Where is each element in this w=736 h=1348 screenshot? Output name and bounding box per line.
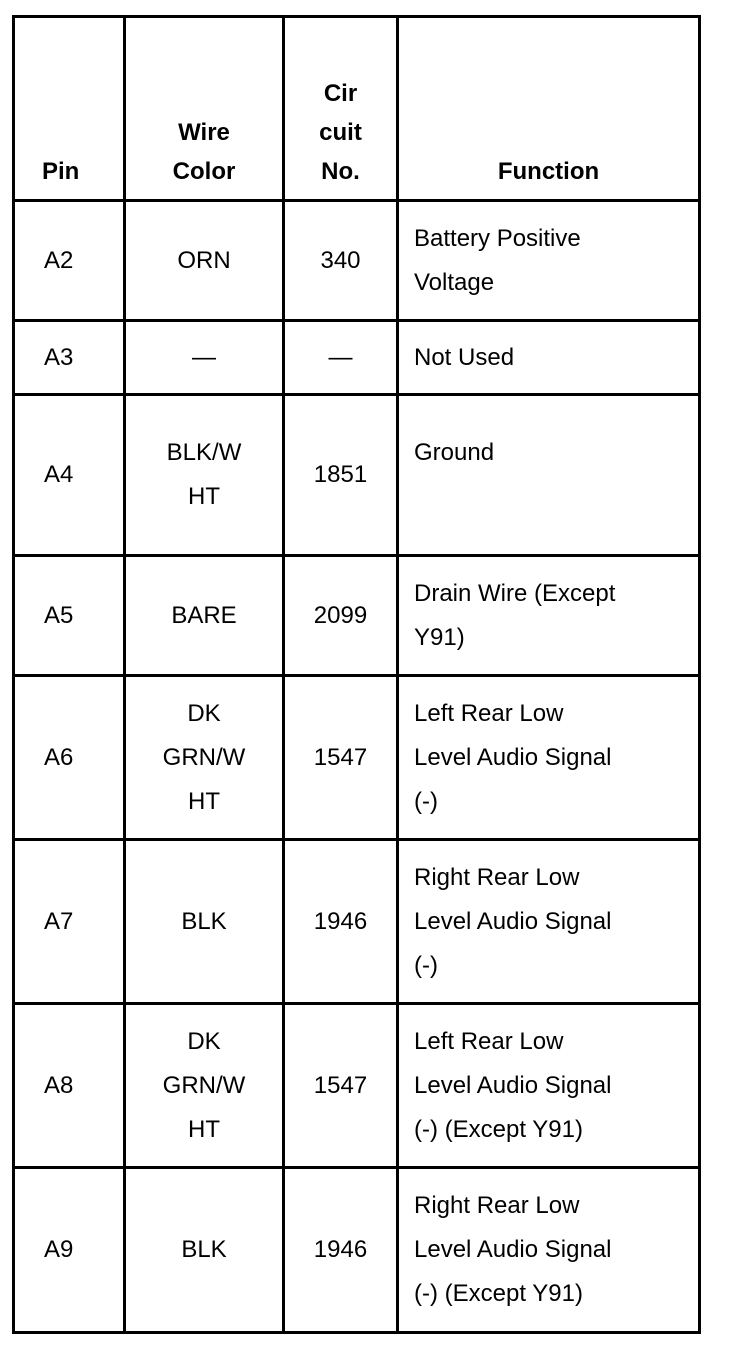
table-row (14, 201, 700, 321)
header-function: Function (398, 17, 700, 201)
table-row (14, 840, 700, 1004)
pin-cell: A3 (14, 321, 125, 395)
table-row (14, 321, 700, 395)
pin-cell: A6 (14, 676, 125, 840)
circuit-cell: 340 (284, 201, 398, 321)
function-cell: Drain Wire (Except Y91) (398, 556, 700, 676)
function-cell: Right Rear Low Level Audio Signal (-) (Except Y91) (398, 1168, 700, 1333)
pin-cell: A2 (14, 201, 125, 321)
header-pin: Pin (14, 17, 125, 201)
function-cell: Ground (398, 395, 700, 556)
circuit-cell: 1946 (284, 840, 398, 1004)
wire-color-cell: BLK (125, 840, 284, 1004)
table-header-row (14, 17, 700, 201)
header-circuit-no: Cir cuit No. (284, 17, 398, 201)
circuit-cell: 1547 (284, 676, 398, 840)
circuit-cell: 1547 (284, 1004, 398, 1168)
function-cell: Right Rear Low Level Audio Signal (-) (398, 840, 700, 1004)
pin-cell: A7 (14, 840, 125, 1004)
wire-color-cell: DK GRN/W HT (125, 1004, 284, 1168)
circuit-cell: — (284, 321, 398, 395)
table-row (14, 395, 700, 556)
table-row (14, 1168, 700, 1333)
wire-color-cell: BLK (125, 1168, 284, 1333)
wire-color-cell: ORN (125, 201, 284, 321)
connector-table-container (12, 15, 701, 1334)
table-row (14, 676, 700, 840)
function-cell: Left Rear Low Level Audio Signal (-) (398, 676, 700, 840)
table-row (14, 1004, 700, 1168)
wire-color-cell: BLK/W HT (125, 395, 284, 556)
wire-color-cell: BARE (125, 556, 284, 676)
connector-pinout-table (12, 15, 701, 1334)
circuit-cell: 1851 (284, 395, 398, 556)
pin-cell: A5 (14, 556, 125, 676)
circuit-cell: 2099 (284, 556, 398, 676)
header-wire-color: Wire Color (125, 17, 284, 201)
wire-color-cell: DK GRN/W HT (125, 676, 284, 840)
wire-color-cell: — (125, 321, 284, 395)
circuit-cell: 1946 (284, 1168, 398, 1333)
table-row (14, 556, 700, 676)
function-cell: Battery Positive Voltage (398, 201, 700, 321)
function-cell: Left Rear Low Level Audio Signal (-) (Except Y91) (398, 1004, 700, 1168)
pin-cell: A8 (14, 1004, 125, 1168)
pin-cell: A4 (14, 395, 125, 556)
pin-cell: A9 (14, 1168, 125, 1333)
function-cell: Not Used (398, 321, 700, 395)
